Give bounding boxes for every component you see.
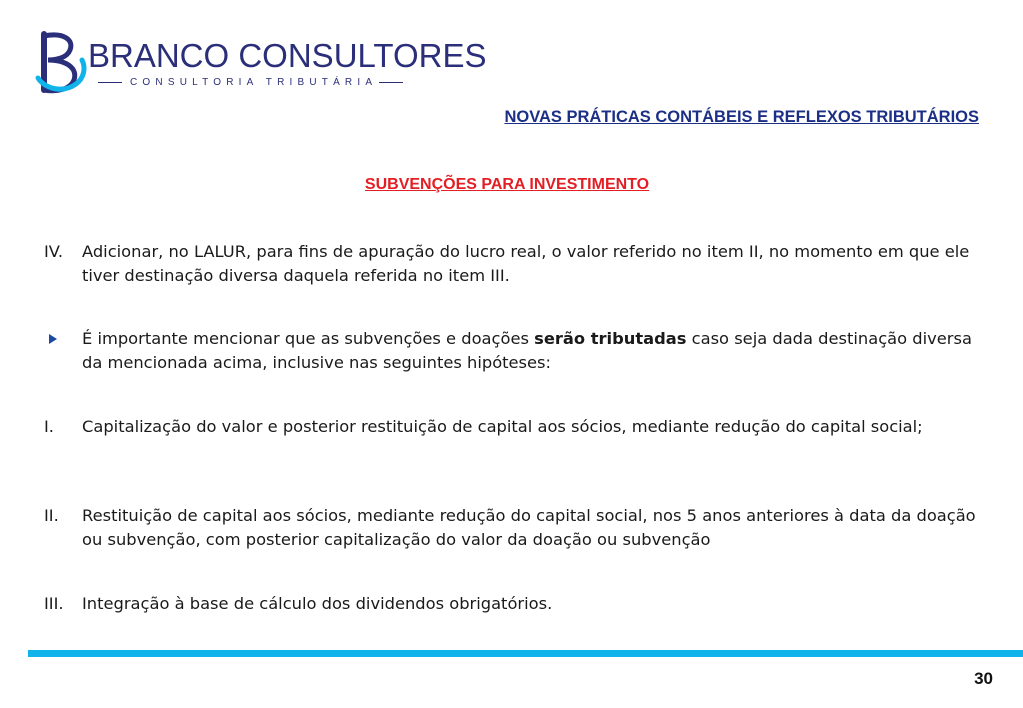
note-text-before: É importante mencionar que as subvenções e doações <box>82 329 535 348</box>
note-text-bold: serão tributadas <box>534 329 687 348</box>
list-item-text: Integração à base de cálculo dos dividendos obrigatórios. <box>82 594 553 613</box>
header-title: NOVAS PRÁTICAS CONTÁBEIS E REFLEXOS TRIBUTÁRIOS <box>504 108 979 126</box>
page-number: 30 <box>974 669 993 688</box>
logo-tagline-text: CONSULTORIA TRIBUTÁRIA <box>130 77 378 88</box>
logo-dash-left <box>98 82 122 84</box>
logo-b-mark-icon <box>34 30 88 96</box>
list-item-text: Capitalização do valor e posterior restituição de capital aos sócios, mediante redução do capital social; <box>82 417 923 436</box>
list-item-i <box>44 415 984 439</box>
list-marker: IV. <box>44 242 64 261</box>
list-marker: III. <box>44 594 64 613</box>
logo-dash-right <box>379 82 403 84</box>
bullet-item-note <box>44 327 984 375</box>
list-marker: I. <box>44 417 54 436</box>
list-item-ii <box>44 504 984 552</box>
list-marker: II. <box>44 506 59 525</box>
note-text-after: caso seja dada destinação diversa da mencionada acima, inclusive nas seguintes hipóteses: <box>82 329 972 372</box>
list-item-iv <box>44 240 984 288</box>
logo-name: BRANCO CONSULTORES <box>88 37 487 74</box>
company-logo <box>34 30 487 96</box>
footer-divider-bar <box>28 650 1023 657</box>
list-item-text: Adicionar, no LALUR, para fins de apuração do lucro real, o valor referido no item II, no momento em que ele tiver destinação diversa daquela referida no item III. <box>82 242 970 285</box>
list-item-text: Restituição de capital aos sócios, mediante redução do capital social, nos 5 anos anteriores à data da doação ou subvenção, com posterior capitalização do valor da doação ou subvenção <box>82 506 976 549</box>
bullet-item-text <box>82 327 984 375</box>
logo-tagline <box>90 77 411 88</box>
section-title: SUBVENÇÕES PARA INVESTIMENTO <box>364 176 650 193</box>
list-item-iii <box>44 592 984 616</box>
triangle-bullet-icon <box>49 334 57 344</box>
